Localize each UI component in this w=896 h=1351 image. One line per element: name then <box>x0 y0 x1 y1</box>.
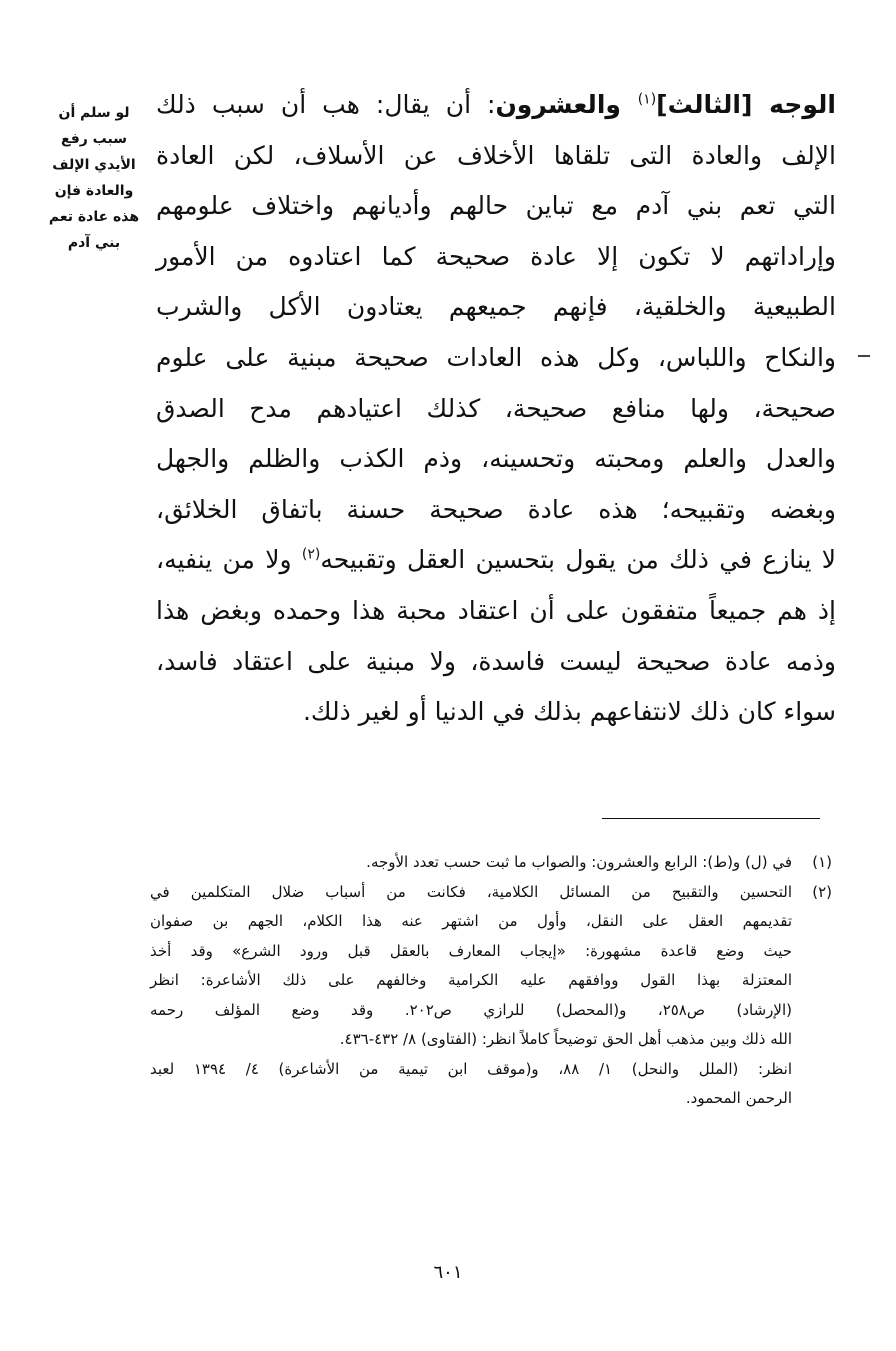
page-number: ٦٠١ <box>433 1262 463 1283</box>
footnote-line: حيث وضع قاعدة مشهورة: «إيجاب المعارف بالعقل قبل ورود الشرع» وقد أخذ <box>150 941 792 960</box>
margin-note-line: سبب رفع <box>61 131 127 147</box>
footnote-line: الرحمن المحمود. <box>685 1089 792 1107</box>
footnote-separator <box>602 818 820 819</box>
text-line <box>156 535 836 586</box>
footnote-number: (٢) <box>812 882 832 901</box>
text-line: وذمه عادة صحيحة ليست فاسدة، ولا مبنية على اعتقاد فاسد، <box>156 646 836 676</box>
margin-note <box>48 100 140 256</box>
text-line: والعدل والعلم ومحبته وتحسينه، وذم الكذب والظلم والجهل <box>156 444 836 474</box>
text-segment: لا ينازع في ذلك من يقول بتحسين العقل وتقبيحه <box>320 545 836 575</box>
margin-note-line: لو سلم أن <box>58 105 130 121</box>
footnote-2 <box>150 878 832 1114</box>
text-line: التي تعم بني آدم مع تباين حالهم وأديانهم واختلاف علومهم <box>156 191 836 221</box>
text-segment: ولا من ينفيه، <box>156 545 302 575</box>
margin-note-line: والعادة فإن <box>54 183 134 199</box>
footnote-ref-2[interactable]: (٢) <box>301 547 321 564</box>
text-line: الإلف والعادة التى تلقاها الأخلاف عن الأسلاف، لكن العادة <box>156 140 836 170</box>
footnote-line: تقديمهم العقل على النقل، وأول من اشتهر عنه هذا الكلام، الجهم بن صفوان <box>150 912 792 930</box>
margin-dash-mark <box>858 355 870 357</box>
footnote-line: (الإرشاد) ص٢٥٨، و(المحصل) للرازي ص٢٠٢. وقد وضع المؤلف رحمه <box>150 1000 793 1019</box>
text-line <box>156 80 836 131</box>
footnote-line: التحسين والتقبيح من المسائل الكلامية، فكانت من أسباب ضلال المتكلمين في <box>150 882 792 901</box>
footnote-line: في (ل) و(ط): الرابع والعشرون: والصواب ما ثبت حسب تعدد الأوجه. <box>366 853 792 871</box>
section-heading: الوجه [الثالث] <box>656 90 836 119</box>
footnote-number: (١) <box>812 853 832 871</box>
text-segment: : أن يقال: هب أن سبب ذلك <box>156 90 496 119</box>
text-line: وبغضه وتقبيحه؛ هذه عادة صحيحة حسنة باتفاق الخلائق، <box>156 494 836 524</box>
margin-note-line: هذه عادة تعم <box>48 209 140 225</box>
footnote-line: الله ذلك وبين مذهب أهل الحق توضيحاً كاملاً انظر: (الفتاوى) ٨/ ٤٣٢-٤٣٦. <box>339 1030 792 1048</box>
footnote-ref-1[interactable]: (١) <box>637 91 657 108</box>
margin-note-line: الأيدي الإلف <box>52 157 136 173</box>
text-line: سواء كان ذلك لانتفاعهم بذلك في الدنيا أو لغير ذلك. <box>302 697 836 727</box>
text-line: وإراداتهم لا تكون إلا عادة صحيحة كما اعتادوه من الأمور <box>156 241 836 271</box>
main-text <box>156 80 836 738</box>
text-line: صحيحة، ولها منافع صحيحة، كذلك اعتيادهم مدح الصدق <box>156 393 836 423</box>
text-line: إذ هم جميعاً متفقون على أن اعتقاد محبة هذا وحمده وبغض هذا <box>156 595 836 625</box>
text-line: الطبيعية والخلقية، فإنهم جميعهم يعتادون الأكل والشرب <box>156 292 836 322</box>
section-heading-cont: والعشرون <box>495 90 638 119</box>
footnote-body <box>150 848 792 878</box>
text-line: والنكاح واللباس، وكل هذه العادات صحيحة مبنية على علوم <box>156 342 836 372</box>
footnote-body <box>150 878 792 1114</box>
footnote-1 <box>150 848 832 878</box>
footnotes <box>150 848 832 1114</box>
margin-note-line: بني آدم <box>67 235 121 251</box>
footnote-line: انظر: (الملل والنحل) ١/ ٨٨، و(موقف ابن تيمية من الأشاعرة) ٤/ ١٣٩٤ لعبد <box>150 1059 793 1078</box>
footnote-line: المعتزلة بهذا القول ووافقهم عليه الكرامية وخالفهم على ذلك الأشاعرة: انظر <box>150 971 792 989</box>
